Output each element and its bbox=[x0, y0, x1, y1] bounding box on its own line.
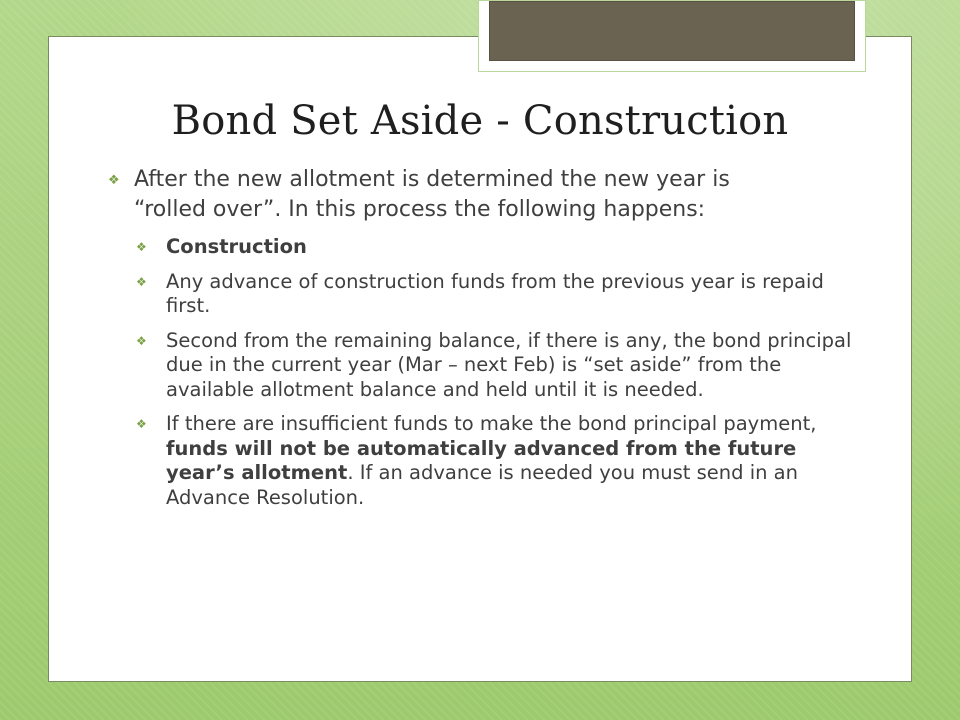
subbullet-insufficient bbox=[136, 412, 868, 510]
subbullet-set-aside bbox=[136, 329, 868, 403]
bullet-intro-line1: After the new allotment is determined the new year is bbox=[134, 167, 730, 192]
insufficient-bold: funds will not be automatically advanced from the future year’s allotment bbox=[166, 436, 797, 484]
title-tab-decoration bbox=[478, 0, 866, 72]
diamond-bullet-icon: ❖ bbox=[108, 173, 120, 188]
bullet-intro-text bbox=[134, 165, 730, 225]
diamond-bullet-icon: ❖ bbox=[136, 417, 147, 431]
subbullet-repaid bbox=[136, 270, 868, 319]
subbullet-insufficient-text bbox=[166, 412, 866, 510]
diamond-bullet-icon: ❖ bbox=[136, 240, 147, 254]
bullet-intro-line2: “rolled over”. In this process the following happens: bbox=[134, 197, 706, 222]
bullet-intro bbox=[108, 165, 868, 225]
subbullet-repaid-text: Any advance of construction funds from the previous year is repaid first. bbox=[166, 269, 824, 317]
insufficient-part2: . If an advance is needed you must send in an Advance Resolution. bbox=[166, 461, 798, 509]
slide-content bbox=[108, 165, 868, 510]
diamond-bullet-icon: ❖ bbox=[136, 333, 147, 348]
insufficient-part1: If there are insufficient funds to make the bond principal payment, bbox=[166, 412, 817, 435]
slide-title: Bond Set Aside - Construction bbox=[171, 98, 789, 144]
title-tab-fill bbox=[489, 1, 855, 61]
diamond-bullet-icon: ❖ bbox=[136, 274, 147, 289]
subbullet-construction bbox=[136, 235, 868, 260]
subbullet-set-aside-text: Second from the remaining balance, if there is any, the bond principal due in the current year (Mar – next Feb) is “set aside” from the available allotment balance and held until it is needed. bbox=[166, 328, 852, 401]
subbullet-construction-text: Construction bbox=[166, 235, 307, 258]
